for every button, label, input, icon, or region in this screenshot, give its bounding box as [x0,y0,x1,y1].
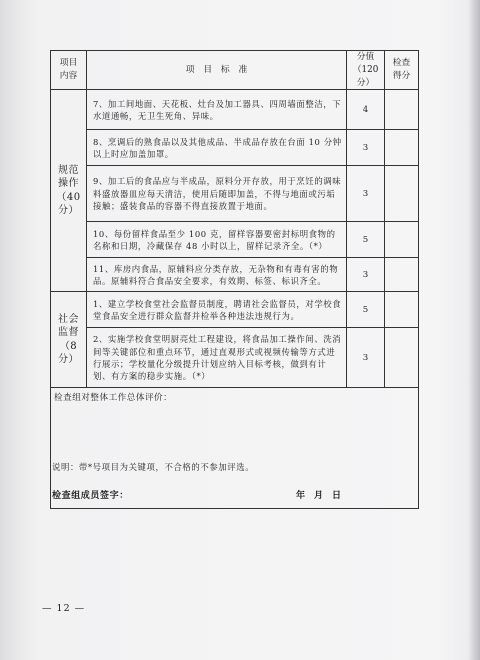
check-score-cell[interactable] [385,222,419,258]
check-score-cell[interactable] [385,166,419,222]
check-score-cell[interactable] [385,90,419,130]
table-row [51,90,419,130]
standard-text: 11、库房内食品，原辅料应分类存放，无杂物和有毒有害的物品。原辅料符合食品安全要求，有效期、标签、标识齐全。 [87,258,347,292]
table-header-row [51,51,419,90]
score-value: 4 [347,90,385,130]
score-value: 5 [347,222,385,258]
check-score-cell[interactable] [385,258,419,292]
standard-text: 9、加工后的食品应与半成品，原料分开存放，用于烹饪的调味料盛放器皿应每天清洁，使用后随即加盖，不得与地面或污垢接触；盛装食品的容器不得直接放置于地面。 [87,166,347,222]
score-value: 3 [347,328,385,388]
score-value: 3 [347,130,385,166]
check-score-cell[interactable] [385,328,419,388]
evaluation-label: 检查组对整体工作总体评价： [54,393,173,404]
score-value: 5 [347,292,385,328]
standard-text: 10、每份留样食品至少 100 克，留样容器要密封标明食物的名称和日期，冷藏保存 48 小时以上，留样记录齐全。（*） [87,222,347,258]
category-standard-operation: 规范 操作 （40 分） [51,90,87,292]
score-value: 3 [347,258,385,292]
header-score: 分值 （120 分） [347,51,385,90]
table-row [51,130,419,166]
header-category: 项目 内容 [51,51,87,90]
signature-label: 检查组成员签字： [52,491,129,501]
score-value: 3 [347,166,385,222]
check-score-cell[interactable] [385,130,419,166]
standard-text: 1、建立学校食堂社会监督员制度，聘请社会监督员，对学校食堂食品安全进行群众监督并检举各种违法违规行为。 [87,292,347,328]
page-shadow-edge [468,0,480,660]
table-row [51,328,419,388]
header-check-score: 检查 得分 [385,51,419,90]
page-number: — 12 — [42,603,86,614]
header-standard: 项 目 标 准 [87,51,347,90]
standard-text: 8、烹调后的熟食品以及其他成品、半成品存放在台面 10 分钟以上时应加盖加罩。 [87,130,347,166]
table-row [51,166,419,222]
table-row [51,258,419,292]
standard-text: 2、实施学校食堂明厨亮灶工程建设，将食品加工操作间、洗消间等关键部位和重点环节，通过直观形式或视频传输等方式进行展示；学校量化分级提升计划应纳入目标考核，做到有计划、有方案的稳步实施。（*） [87,328,347,388]
check-score-cell[interactable] [385,292,419,328]
date-label: 年 月 日 [296,491,342,501]
table-row [51,222,419,258]
table-row [51,292,419,328]
category-social-supervision: 社会 监督 （8 分） [51,292,87,388]
inspection-table [50,50,419,509]
standard-text: 7、加工间地面、天花板、灶台及加工器具、四周墙面整洁，下水道通畅，无卫生死角、异味。 [87,90,347,130]
explanation-note: 说明：带*号项目为关键项，不合格的不参加评选。 [52,462,255,472]
